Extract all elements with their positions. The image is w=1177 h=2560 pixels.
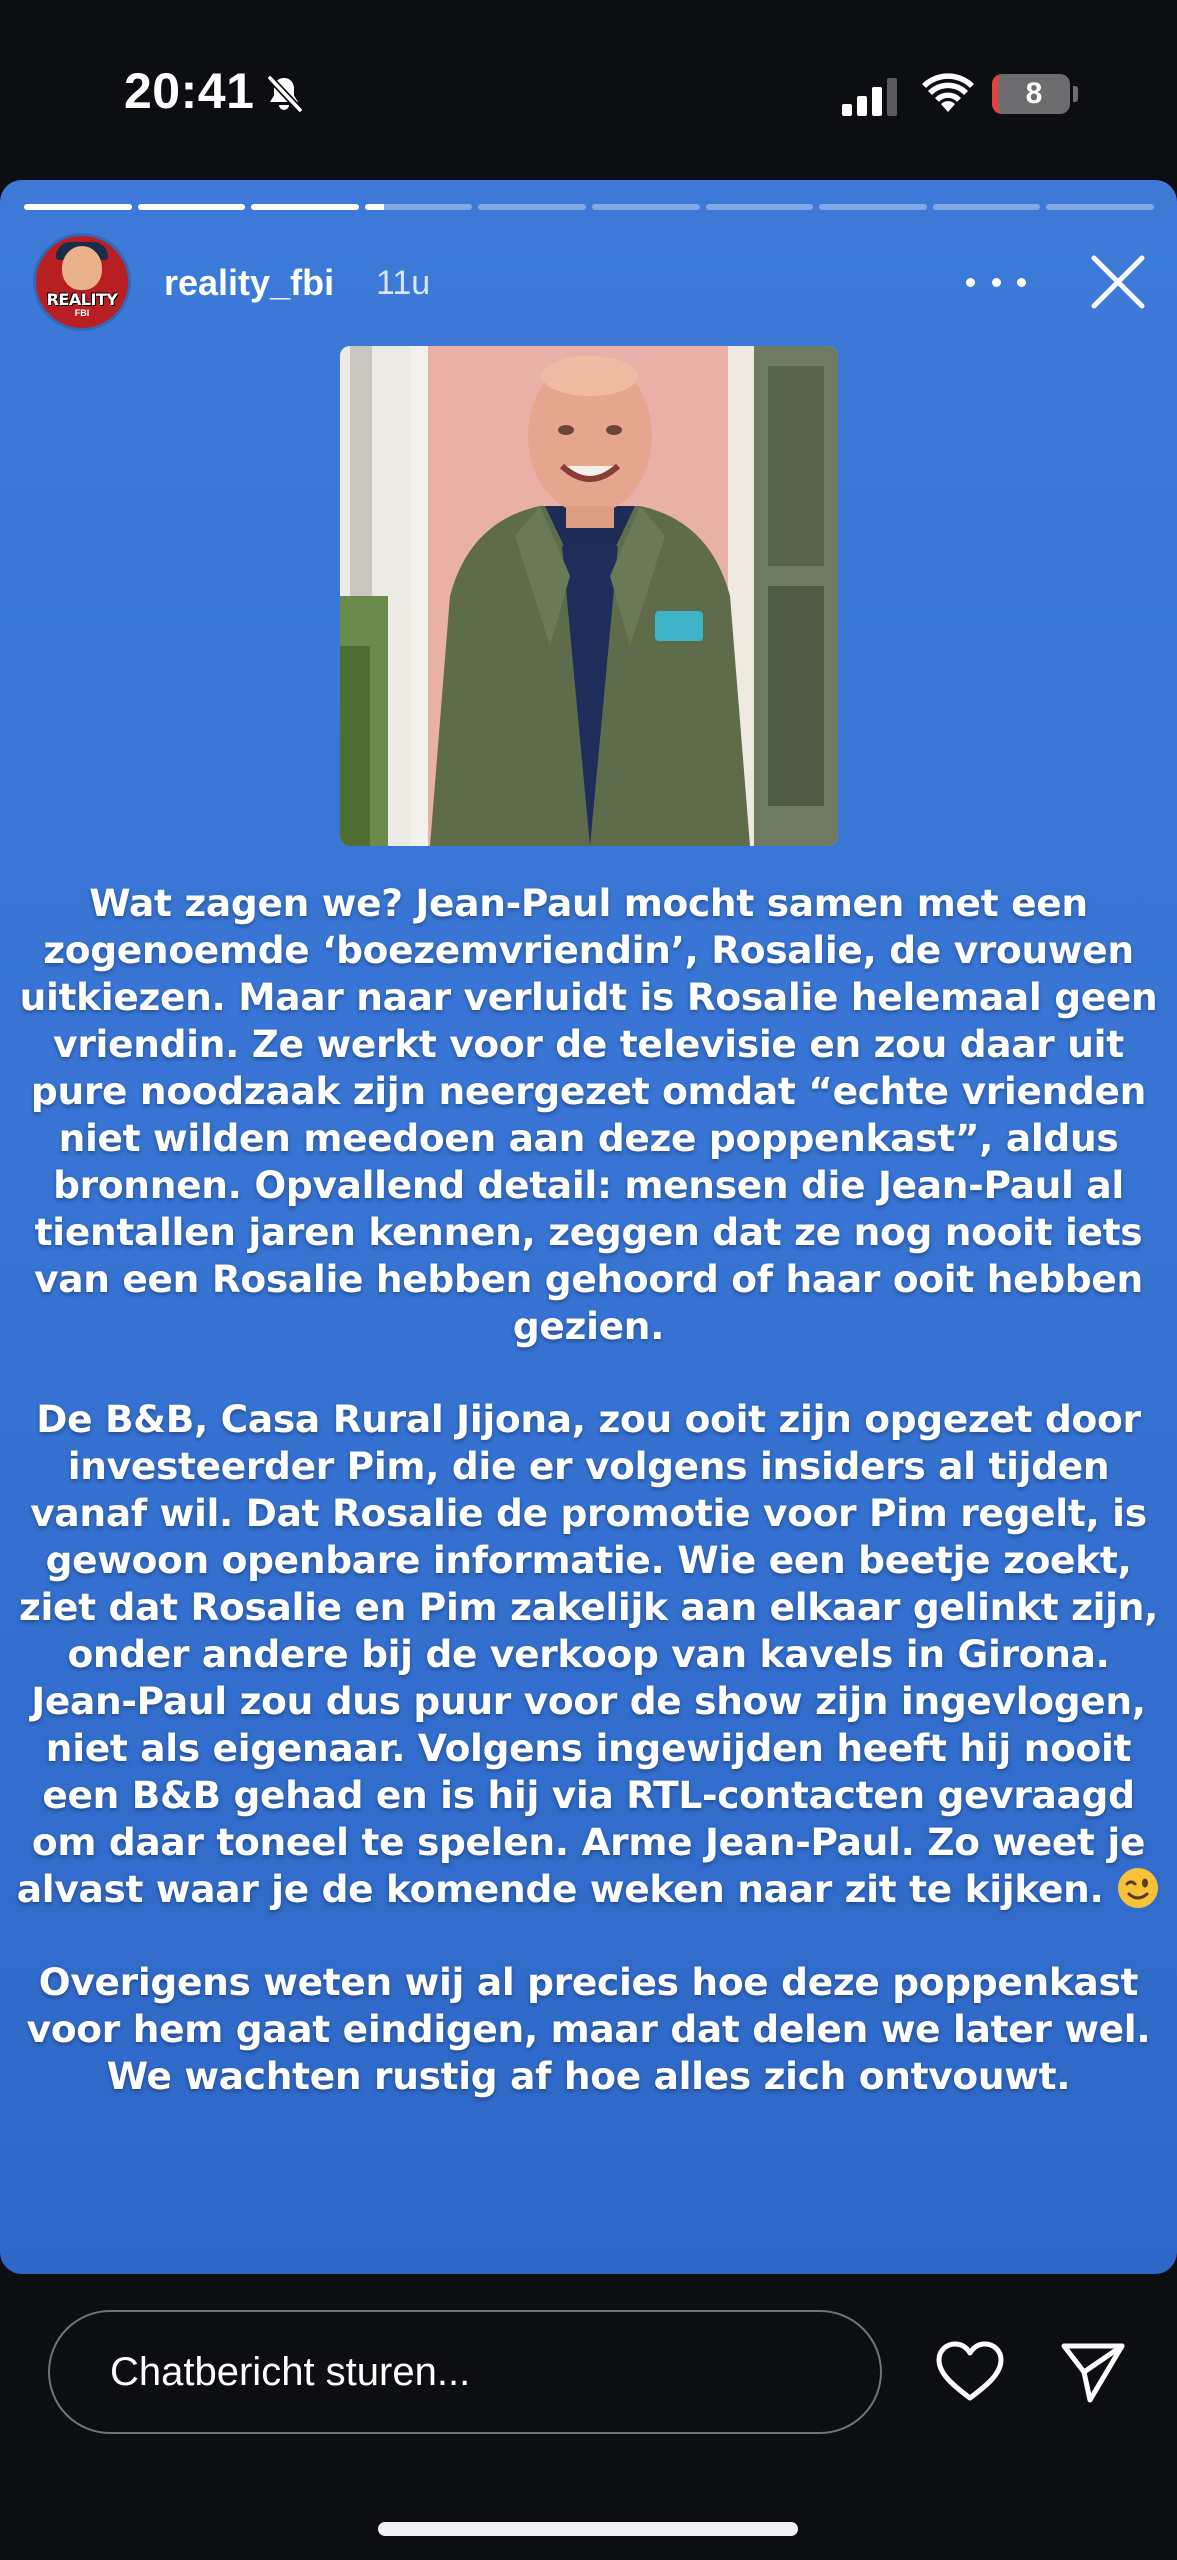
story-progress-segment	[138, 204, 246, 210]
story-progress-segment	[478, 204, 586, 210]
story-time-ago: 11u	[376, 264, 431, 302]
wifi-icon	[922, 72, 974, 116]
more-dot-icon	[966, 278, 975, 287]
story-progress-fill	[138, 204, 246, 210]
status-time: 20:41	[124, 63, 255, 119]
story-progress-fill	[251, 204, 359, 210]
story-viewer[interactable]	[0, 180, 1177, 2274]
story-progress-fill	[24, 204, 132, 210]
story-progress-segment	[706, 204, 814, 210]
story-progress-segment	[819, 204, 927, 210]
more-dot-icon	[1017, 278, 1026, 287]
avatar[interactable]	[36, 236, 128, 328]
story-progress-segment	[592, 204, 700, 210]
cellular-signal-icon	[842, 76, 900, 116]
avatar-logo-text: REALITY	[46, 290, 118, 309]
story-username[interactable]: reality_fbi	[164, 262, 335, 303]
more-options-button[interactable]	[966, 272, 1026, 292]
avatar-logo-subtext: FBI	[74, 308, 90, 318]
send-icon[interactable]	[1060, 2340, 1126, 2404]
battery-tip	[1073, 86, 1078, 102]
story-progress-segment	[251, 204, 359, 210]
story-progress-segment	[1046, 204, 1154, 210]
status-bar	[0, 0, 1177, 180]
story-paragraph-3: Overigens weten wij al precies hoe deze poppenkast voor hem gaat eindigen, maar dat delen we later wel. We wachten rustig af hoe alles zich ontvouwt.	[26, 1960, 1151, 2098]
story-progress-bars	[24, 204, 1154, 210]
story-progress-segment	[24, 204, 132, 210]
story-text	[10, 880, 1167, 2146]
battery-icon: 8	[992, 74, 1070, 114]
avatar-face	[62, 246, 102, 290]
story-paragraph-2-text: De B&B, Casa Rural Jijona, zou ooit zijn opgezet door investeerder Pim, die er volgens insiders al tijden vanaf wil. Dat Rosalie de promotie voor Pim regelt, is gewoon openbare informatie. Wie een beetje zoekt, ziet dat Rosalie en Pim zakelijk aan elkaar gelinkt zijn, onder andere bij de verkoop van kavels in Girona. Jean-Paul zou dus puur voor de show zijn ingevlogen, niet als eigenaar. Volgens ingewijden heeft hij nooit een B&B gehad en is hij via RTL-contacten gevraagd om daar toneel te spelen. Arme Jean-Paul. Zo weet je alvast waar je de komende weken naar zit te kijken.	[16, 1397, 1159, 1911]
heart-icon[interactable]	[934, 2340, 1006, 2404]
bell-off-icon	[262, 72, 306, 116]
more-dot-icon	[992, 278, 1001, 287]
close-icon[interactable]	[1088, 252, 1148, 312]
story-paragraph-2	[10, 1396, 1167, 1913]
home-indicator[interactable]	[378, 2522, 798, 2536]
winking-face-emoji-icon	[1116, 1866, 1160, 1910]
story-photo	[340, 346, 838, 846]
story-progress-segment	[365, 204, 473, 210]
story-paragraph-1: Wat zagen we? Jean-Paul mocht samen met een zogenoemde ‘boezemvriendin’, Rosalie, de vrouwen uitkiezen. Maar naar verluidt is Rosalie helemaal geen vriendin. Ze werkt voor de televisie en zou daar uit pure noodzaak zijn neergezet omdat “echte vrienden niet wilden meedoen aan deze poppenkast”, aldus bronnen. Opvallend detail: mensen die Jean-Paul al tientallen jaren kennen, zeggen dat ze nog nooit iets van een Rosalie hebben gehoord of haar ooit hebben gezien.	[19, 881, 1158, 1348]
story-progress-segment	[933, 204, 1041, 210]
story-progress-fill	[365, 204, 384, 210]
message-input[interactable]	[48, 2310, 882, 2434]
